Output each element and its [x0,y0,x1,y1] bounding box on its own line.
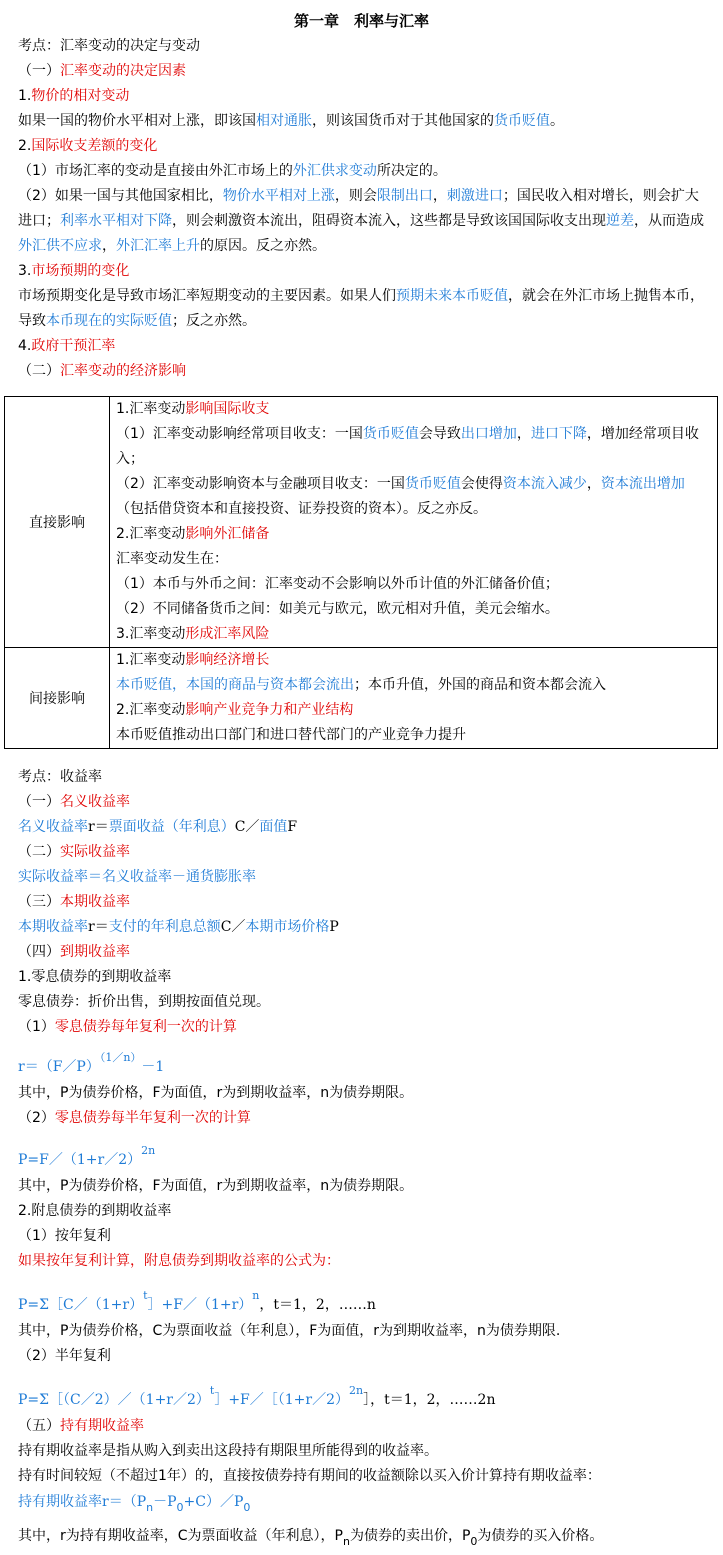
zero-annual-note: 其中，P为债券价格，F为面值，r为到期收益率，n为债券期限。 [18,1085,414,1101]
formula-real: 实际收益率＝名义收益率－通货膨胀率 [18,869,256,885]
subheading-effects: （二）汇率变动的经济影响 [18,363,186,379]
item-heading-price: 1.物价的相对变动 [18,88,130,104]
item-heading-expectation: 3.市场预期的变化 [18,263,130,279]
row-header-indirect: 间接影响 [5,648,110,749]
coupon-annual-note: 其中，P为债券价格，C为票面收益（年利息），F为面值，r为到期收益率，n为债券期限. [18,1323,561,1339]
formula-holding: 持有期收益率$r=(P_n-P_0+C)/P_0$ [18,1494,251,1514]
table-cell-direct: 1.汇率变动影响国际收支 （1）汇率变动影响经常项目收支：一国货币贬值会导致出口增加，进口下降，增加经常项目收入； （2）汇率变动影响资本与金融项目收支：一国货币贬值会使得资本流入减少，资本流出增加（包括借贷资本和直接投资、证券投资的资本）。反之亦反。 2.汇率变动影响外汇储备 汇率变动发生在： （1）本币与外币之间：汇率变动不会影响以外币计值的外汇储备价值； （2）不同储备货币之间：如美元与欧元，欧元相对升值，美元会缩水。 3.汇率变动形成汇率风险 [110,397,718,648]
zero-coupon-desc: 零息债券：折价出售，到期按面值兑现。 [18,994,270,1010]
section-exchange-rate [0,34,723,384]
paragraph-bop-2: （2）如果一国与其他国家相比，物价水平相对上涨，则会限制出口，刺激进口；国民收入相对增长，则会扩大进口；利率水平相对下降，则会刺激资本流出，阻碍资本流入，这些都是导致该国国际收支出现逆差，从而造成外汇供不应求，外汇汇率上升的原因。反之亦然。 [18,188,704,254]
coupon-heading: 2.附息债券的到期收益率 [18,1203,172,1219]
section-heading: 考点：收益率 [18,769,102,785]
paragraph-expectation: 市场预期变化是导致市场汇率短期变动的主要因素。如果人们预期未来本币贬值，就会在外汇市场上抛售本币，导致本币现在的实际贬值；反之亦然。 [18,288,704,329]
formula-zero-semiannual: P=F／（1+r／2）$^{2n}$ [18,1144,156,1168]
formula-zero-annual: r＝（F／P）$^{(1/n)}$－1 [18,1051,165,1075]
row-header-direct: 直接影响 [5,397,110,648]
zero-semiannual-heading: （2）零息债券每半年复利一次的计算 [18,1110,251,1126]
zero-annual-heading: （1）零息债券每年复利一次的计算 [18,1019,237,1035]
item-heading-bop: 2.国际收支差额的变化 [18,138,158,154]
formula-coupon-semiannual: P=Σ［（C／2）／（1+r／2）$^t$］+F／［（1+r／2）$^{2n}$］，t＝1，2，……2n [18,1384,496,1408]
coupon-annual-label: （1）按年复利 [18,1228,111,1244]
formula-current: 本期收益率r＝支付的年利息总额C／本期市场价格P [18,919,339,935]
section-yield [0,765,723,1555]
zero-coupon-heading: 1.零息债券的到期收益率 [18,969,172,985]
subheading-nominal: （一）名义收益率 [18,794,130,810]
formula-coupon-annual: $P=\Sigma[C/(1+r)^t]+F/(1+r)^n$，t＝1，2，……n [18,1289,376,1313]
item-heading-intervention: 4.政府干预汇率 [18,338,116,354]
coupon-annual-intro: 如果按年复利计算，附息债券到期收益率的公式为： [18,1253,340,1269]
holding-definition: 持有期收益率是指从购入到卖出这段持有期限里所能得到的收益率。 [18,1443,438,1459]
table-row [5,648,718,749]
effects-table [4,396,718,749]
coupon-semiannual-label: （2）半年复利 [18,1348,111,1364]
paragraph-bop-1: （1）市场汇率的变动是直接由外汇市场上的外汇供求变动所决定的。 [18,163,447,179]
holding-short-term: 持有时间较短（不超过1年）的，直接按债券持有期间的收益额除以买入价计算持有期收益率： [18,1468,601,1484]
page-title: 第一章 利率与汇率 [293,12,429,30]
table-row [5,397,718,648]
zero-semiannual-note: 其中，P为债券价格，F为面值，r为到期收益率，n为债券期限。 [18,1178,414,1194]
holding-note: 其中，r为持有期收益率，C为票面收益（年利息），$P_n$为债券的卖出价，$P_0$为债券的买入价格。 [18,1528,604,1548]
subheading-determinants: （一）汇率变动的决定因素 [18,63,186,79]
section-heading: 考点：汇率变动的决定与变动 [18,38,200,54]
subheading-holding: （五）持有期收益率 [18,1418,144,1434]
formula-nominal: 名义收益率r＝票面收益（年利息）C／面值F [18,819,298,835]
paragraph-price: 如果一国的物价水平相对上涨，即该国相对通胀，则该国货币对于其他国家的货币贬值。 [18,113,564,129]
table-cell-indirect: 1.汇率变动影响经济增长 本币贬值，本国的商品与资本都会流出；本币升值，外国的商品和资本都会流入 2.汇率变动影响产业竞争力和产业结构 本币贬值推动出口部门和进口替代部门的产业竞争力提升 [110,648,718,749]
subheading-ytm: （四）到期收益率 [18,944,130,960]
subheading-current: （三）本期收益率 [18,894,130,910]
subheading-real: （二）实际收益率 [18,844,130,860]
